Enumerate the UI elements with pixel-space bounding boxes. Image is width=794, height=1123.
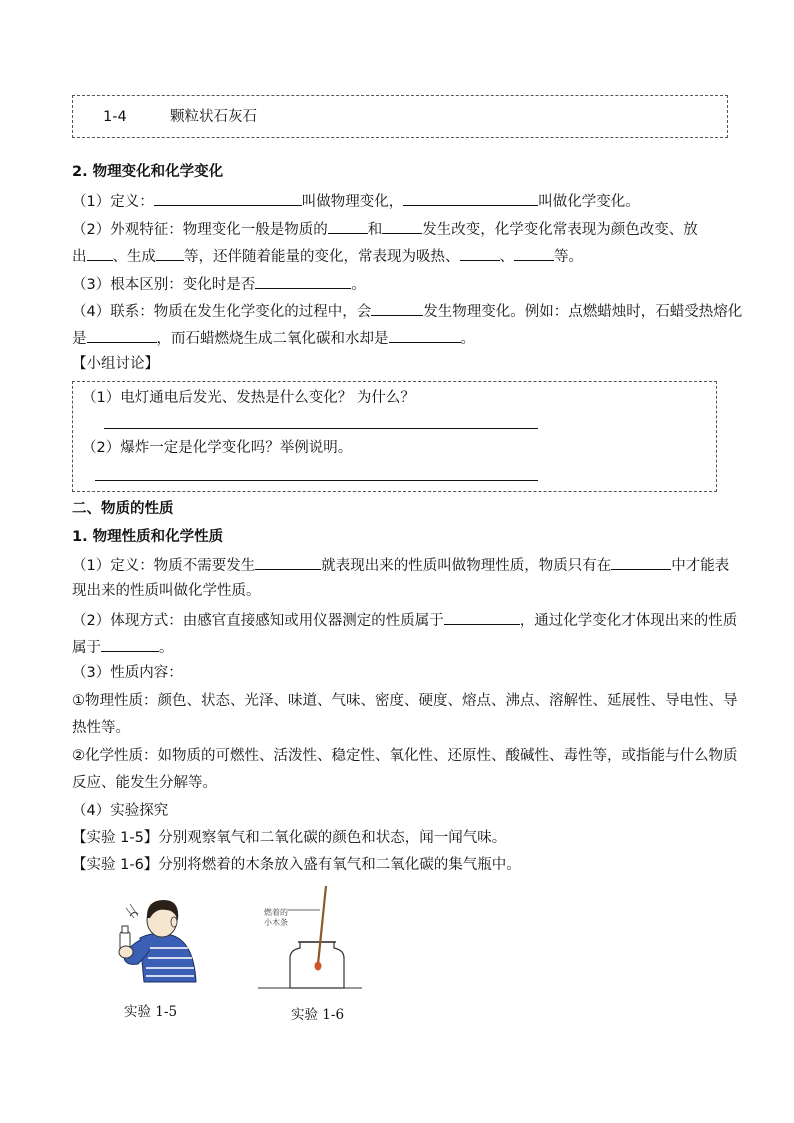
discussion-question-2: （2）爆炸一定是化学变化吗？举例说明。 <box>82 440 353 456</box>
answer-blank[interactable] <box>389 327 461 343</box>
discussion-question-1: （1）电灯通电后发光、发热是什么变化？ 为什么？ <box>82 390 415 406</box>
answer-blank[interactable] <box>156 245 184 261</box>
difference-line: （3）根本区别：变化时是否 。 <box>72 273 366 295</box>
answer-blank[interactable] <box>382 218 422 234</box>
experiment-1-5: 【实验 1-5】分别观察氧气和二氧化碳的颜色和状态，闻一闻气味。 <box>72 830 507 846</box>
physical-properties-2: 热性等。 <box>72 720 130 736</box>
answer-line[interactable] <box>104 428 538 429</box>
answer-blank[interactable] <box>87 245 113 261</box>
answer-blank[interactable] <box>154 190 302 206</box>
part-title: 二、物质的性质 <box>72 501 174 517</box>
answer-blank[interactable] <box>444 609 520 625</box>
experiment-1-6: 【实验 1-6】分别将燃着的木条放入盛有氧气和二氧化碳的集气瓶中。 <box>72 857 521 873</box>
appearance-line-1: （2）外观特征：物理变化一般是物质的 和 发生改变，化学变化常表现为颜色改变、放 <box>72 218 698 240</box>
answer-blank[interactable] <box>255 273 351 289</box>
content-title: （3）性质内容： <box>72 665 183 681</box>
expression-line-2: 属于 。 <box>72 636 174 658</box>
answer-line[interactable] <box>95 480 538 481</box>
experiment-1-6-illustration <box>258 884 364 992</box>
discussion-title: 【小组讨论】 <box>72 356 159 372</box>
physical-properties-1: ①物理性质：颜色、状态、光泽、味道、气味、密度、硬度、熔点、沸点、溶解性、延展性、导电性、导 <box>72 693 738 709</box>
burning-stick-label: 燃着的小木条 <box>264 908 288 927</box>
answer-blank[interactable] <box>255 554 321 570</box>
chemical-properties-2: 反应、能发生分解等。 <box>72 775 217 791</box>
section-title: 2. 物理变化和化学变化 <box>72 164 224 180</box>
property-definition-1: （1）定义：物质不需要发生 就表现出来的性质叫做物理性质，物质只有在 中才能表 <box>72 554 729 576</box>
answer-blank[interactable] <box>371 300 423 316</box>
answer-blank[interactable] <box>514 245 554 261</box>
answer-blank[interactable] <box>328 218 368 234</box>
experiment-number: 1-4 <box>103 109 127 125</box>
answer-blank[interactable] <box>611 554 671 570</box>
expression-line-1: （2）体现方式：由感官直接感知或用仪器测定的性质属于 ，通过化学变化才体现出来的性质 <box>72 609 737 631</box>
answer-blank[interactable] <box>403 190 538 206</box>
chemical-properties-1: ②化学性质：如物质的可燃性、活泼性、稳定性、氧化性、还原性、酸碱性、毒性等，或指能与什么物质 <box>72 748 738 764</box>
appearance-line-2: 出 、生成 等，还伴随着能量的变化，常表现为吸热、 、 等。 <box>72 245 583 267</box>
figure-caption: 实验 1-5 <box>124 1004 178 1020</box>
relation-line-2: 是 ，而石蜡燃烧生成二氧化碳和水却是 。 <box>72 327 475 349</box>
property-definition-2: 现出来的性质叫做化学性质。 <box>72 583 261 599</box>
subsection-title: 1. 物理性质和化学性质 <box>72 529 224 545</box>
figure-caption: 实验 1-6 <box>291 1007 345 1023</box>
experiment-title: （4）实验探究 <box>72 803 169 819</box>
definition-line: （1）定义： 叫做物理变化， 叫做化学变化。 <box>72 190 640 212</box>
experiment-material: 颗粒状石灰石 <box>170 109 257 125</box>
answer-blank[interactable] <box>101 636 159 652</box>
answer-blank[interactable] <box>460 245 500 261</box>
answer-blank[interactable] <box>87 327 157 343</box>
experiment-1-5-illustration <box>110 888 202 984</box>
relation-line-1: （4）联系：物质在发生化学变化的过程中，会 发生物理变化。例如：点燃蜡烛时，石蜡受热熔化 <box>72 300 742 322</box>
